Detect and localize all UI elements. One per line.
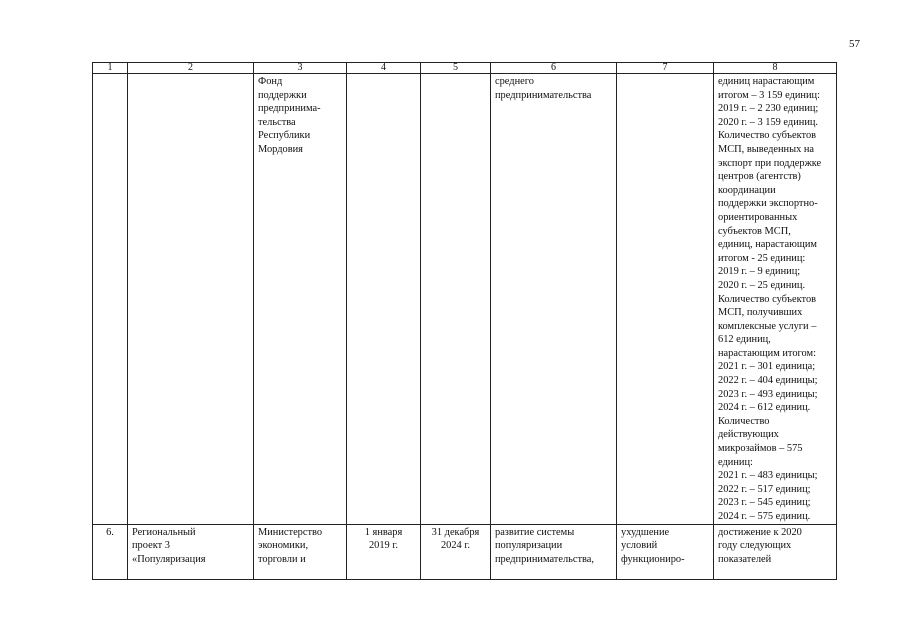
cell-text-line: поддержки [258, 89, 307, 101]
cell-text-line: единиц нарастающим [718, 76, 815, 87]
row1-start-date-cell [347, 74, 421, 525]
header-cell-6: 6 [491, 63, 617, 74]
row2-executor-cell [254, 524, 347, 579]
cell-text-line: Мордовия [258, 143, 303, 155]
cell-text-line: 2020 г. – 3 159 единиц. [718, 116, 819, 128]
row1-end-date-cell [421, 74, 491, 525]
cell-text-line: Министерство [258, 526, 323, 538]
cell-text-line: МСП, выведенных на [718, 143, 815, 155]
cell-text-line: 2019 г. – 2 230 единиц; [718, 103, 819, 115]
cell-text-line: 2022 г. – 517 единиц; [718, 483, 811, 495]
cell-text-line: 2024 г. – 612 единиц. [718, 402, 811, 414]
cell-text-line: экономики, [258, 540, 309, 552]
cell-text-line: единиц: [718, 456, 753, 468]
row1-project-cell [128, 74, 254, 525]
cell-text-line: 2019 г. – 9 единиц; [718, 266, 801, 278]
cell-text-line: координации [718, 184, 776, 196]
cell-text-line: ухудшение [621, 526, 670, 538]
cell-text-line: ориентированных [718, 211, 798, 223]
cell-text-line: субъектов МСП, [718, 225, 791, 237]
cell-text-line: поддержки экспортно- [718, 198, 818, 210]
row2-result-cell [491, 524, 617, 579]
cell-text-line: предпринимательства, [495, 553, 595, 565]
cell-text-line: достижение к 2020 [718, 526, 802, 538]
cell-text-line: развитие системы [495, 526, 575, 538]
row2-indicators-cell [714, 524, 837, 579]
cell-text-line: 31 декабря [431, 526, 480, 538]
table-row [93, 524, 837, 579]
cell-text-line: 2024 г. [440, 540, 471, 552]
row2-end-date-cell [421, 524, 491, 579]
header-cell-7: 7 [617, 63, 714, 74]
cell-text-line: показателей [718, 553, 772, 565]
table-row [93, 74, 837, 525]
cell-text-line: проект 3 [132, 540, 170, 552]
cell-text-line: экспорт при поддержке [718, 157, 822, 169]
row1-risk-cell [617, 74, 714, 525]
document-table [92, 62, 837, 580]
header-cell-1: 1 [93, 63, 128, 74]
cell-text-line: тельства [258, 116, 296, 128]
row1-result-cell [491, 74, 617, 525]
cell-text-line: условий [621, 540, 658, 552]
row1-indicators-cell [714, 74, 837, 525]
cell-text-line: МСП, получивших [718, 307, 803, 319]
cell-text-line: функциониро- [621, 553, 685, 565]
cell-text-line: итогом - 25 единиц: [718, 252, 806, 264]
cell-text-line: 1 января [364, 526, 403, 538]
row2-risk-cell [617, 524, 714, 579]
cell-text-line: предпринима- [258, 103, 321, 115]
row2-start-date-cell [347, 524, 421, 579]
cell-text-line: популяризации [495, 540, 563, 552]
header-cell-5: 5 [421, 63, 491, 74]
cell-text-line: «Популяризация [132, 553, 206, 565]
cell-text-line: торговли и [258, 553, 306, 565]
row2-number-cell: 6. [93, 524, 128, 579]
cell-text-line: центров (агентств) [718, 171, 801, 183]
cell-text-line: 2021 г. – 483 единицы; [718, 470, 818, 482]
cell-text-line: 2019 г. [368, 540, 399, 552]
row1-executor-cell [254, 74, 347, 525]
row2-project-cell [128, 524, 254, 579]
header-cell-3: 3 [254, 63, 347, 74]
cell-text-line: 2021 г. – 301 единица; [718, 361, 816, 373]
cell-text-line: Республики [258, 130, 311, 142]
cell-text-line: микрозаймов – 575 [718, 443, 803, 455]
cell-text-line: Региональный [132, 526, 196, 538]
table-header-row [93, 63, 837, 74]
page-number: 57 [849, 38, 860, 50]
cell-text-line: единиц, нарастающим [718, 239, 817, 251]
cell-text-line: 2024 г. – 575 единиц. [718, 511, 811, 522]
cell-text-line: 2023 г. – 493 единицы; [718, 388, 818, 400]
header-cell-2: 2 [128, 63, 254, 74]
cell-text-line: Количество [718, 415, 770, 427]
header-cell-8: 8 [714, 63, 837, 74]
header-cell-4: 4 [347, 63, 421, 74]
cell-text-line: 612 единиц, [718, 334, 771, 346]
cell-text-line: действующих [718, 429, 779, 441]
cell-text-line: 2023 г. – 545 единиц; [718, 497, 811, 509]
cell-text-line: итогом – 3 159 единиц: [718, 89, 820, 101]
row1-number-cell [93, 74, 128, 525]
cell-text-line: Количество субъектов [718, 293, 817, 305]
cell-text-line: Количество субъектов [718, 130, 817, 142]
cell-text-line: среднего [495, 76, 534, 87]
cell-text-line: комплексные услуги – [718, 320, 817, 332]
cell-text-line: 2020 г. – 25 единиц. [718, 279, 806, 291]
cell-text-line: предпринимательства [495, 89, 592, 101]
cell-text-line: году следующих [718, 540, 792, 552]
cell-text-line: Фонд [258, 76, 283, 87]
cell-text-line: нарастающим итогом: [718, 347, 816, 359]
cell-text-line: 2022 г. – 404 единицы; [718, 375, 818, 387]
